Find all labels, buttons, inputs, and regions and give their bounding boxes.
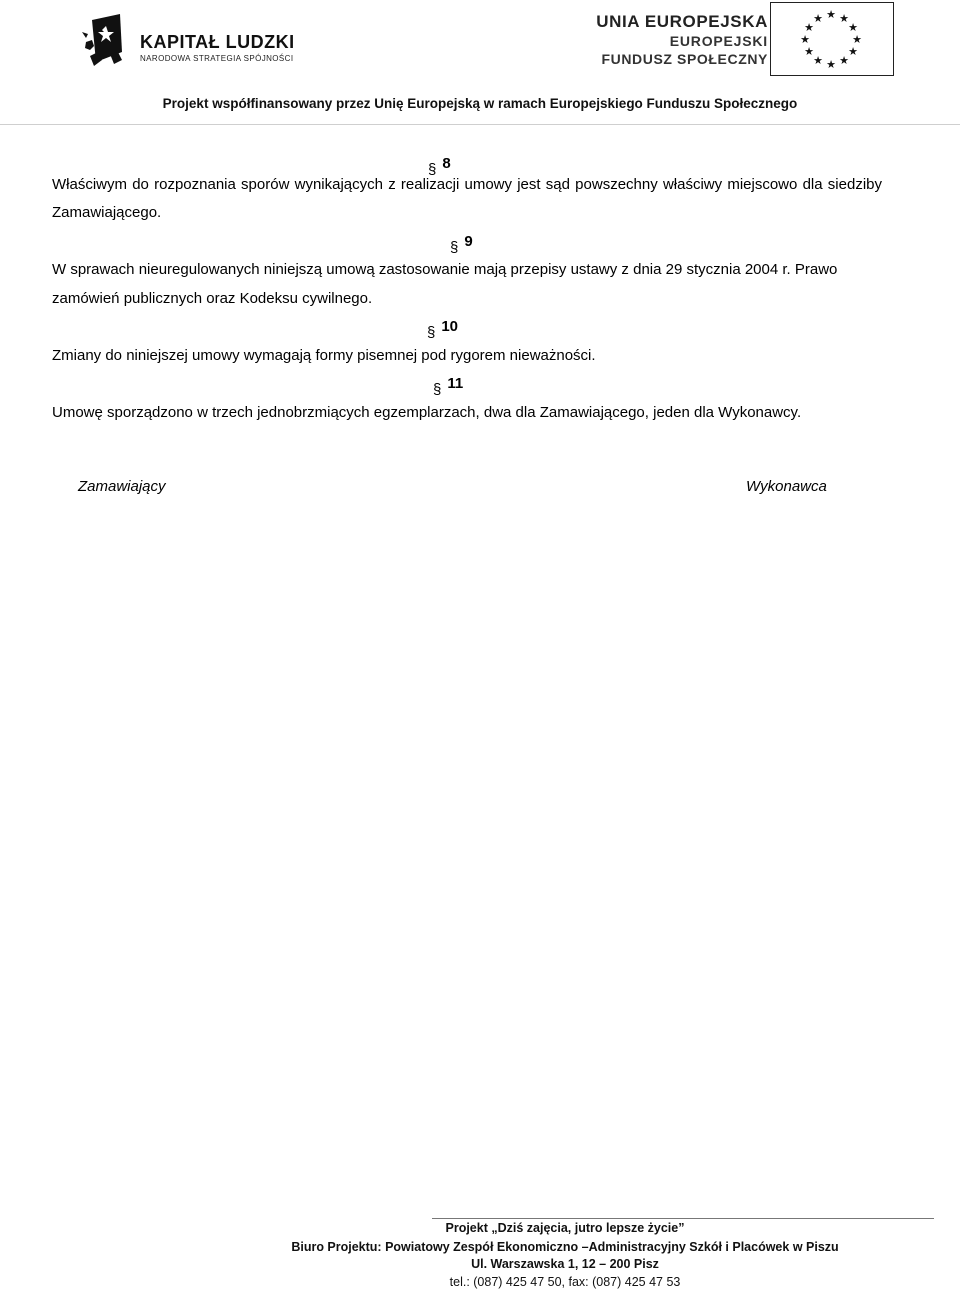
signature-wykonawca: Wykonawca: [746, 478, 827, 495]
paragraph-sign: §: [427, 324, 436, 341]
section-heading: [52, 228, 882, 257]
eu-logo-line1: UNIA EUROPEJSKA: [596, 12, 768, 31]
eu-flag: [770, 2, 894, 76]
section-number: 11: [447, 375, 464, 392]
section-number: 10: [441, 318, 459, 335]
svg-text:★: ★: [826, 8, 836, 21]
svg-text:★: ★: [839, 54, 849, 67]
svg-text:★: ★: [848, 21, 858, 34]
paragraph-sign: §: [450, 238, 459, 256]
footer-contact: tel.: (087) 425 47 50, fax: (087) 425 47 53: [449, 1275, 681, 1289]
header-divider: [0, 124, 960, 125]
svg-text:★: ★: [804, 45, 814, 58]
section-heading: [52, 150, 882, 179]
section-heading: [52, 370, 882, 399]
header-logos: [0, 0, 960, 90]
contract-content: [52, 150, 882, 427]
svg-text:★: ★: [848, 45, 858, 58]
project-cofinancing-line: Projekt współfinansowany przez Unię Europejską w ramach Europejskiego Funduszu Społecznego: [162, 96, 798, 111]
paragraph-sign: §: [428, 161, 437, 178]
section-text: Właściwym do rozpoznania sporów wynikających z realizacji umowy jest sąd powszechny właściwy miejscowo dla siedziby Zamawiającego.: [52, 175, 882, 221]
section-text: Zmiany do niniejszej umowy wymagają formy pisemnej pod rygorem nieważności.: [52, 346, 596, 364]
section-text: Umowę sporządzono w trzech jednobrzmiących egzemplarzach, dwa dla Zamawiającego, jeden dla Wykonawcy.: [52, 403, 802, 421]
footer-divider: [432, 1218, 934, 1219]
svg-text:★: ★: [800, 33, 810, 46]
kapital-ludzki-title: KAPITAŁ LUDZKI: [140, 32, 295, 52]
eu-stars-icon: [771, 3, 892, 74]
svg-text:★: ★: [826, 58, 836, 71]
kapital-ludzki-subtitle: NARODOWA STRATEGIA SPÓJNOŚCI: [140, 54, 294, 63]
svg-text:★: ★: [804, 21, 814, 34]
svg-text:★: ★: [813, 12, 823, 25]
eu-logo: [590, 10, 900, 78]
section-heading: [52, 313, 882, 342]
kapital-ludzki-logo: [82, 12, 295, 72]
svg-text:★: ★: [839, 12, 849, 25]
footer-office: Biuro Projektu: Powiatowy Zespół Ekonomiczno –Administracyjny Szkół i Placówek w Piszu: [291, 1240, 839, 1254]
footer-project-name: Projekt „Dziś zajęcia, jutro lepsze życie”: [445, 1221, 685, 1235]
section-number: 9: [464, 232, 473, 250]
signature-zamawiajacy: Zamawiający: [78, 478, 166, 495]
svg-text:★: ★: [852, 33, 862, 46]
paragraph-sign: §: [433, 381, 442, 398]
eu-logo-line2: EUROPEJSKI: [669, 33, 768, 49]
svg-text:★: ★: [813, 54, 823, 67]
kapital-ludzki-emblem-icon: [82, 12, 138, 70]
section-number: 8: [442, 155, 451, 172]
eu-logo-line3: FUNDUSZ SPOŁECZNY: [601, 51, 768, 67]
section-text: W sprawach nieuregulowanych niniejszą umową zastosowanie mają przepisy ustawy z dnia 29 stycznia 2004 r. Prawo zamówień publicznych oraz Kodeksu cywilnego.: [52, 261, 838, 307]
footer-address: Ul. Warszawska 1, 12 – 200 Pisz: [471, 1257, 659, 1271]
